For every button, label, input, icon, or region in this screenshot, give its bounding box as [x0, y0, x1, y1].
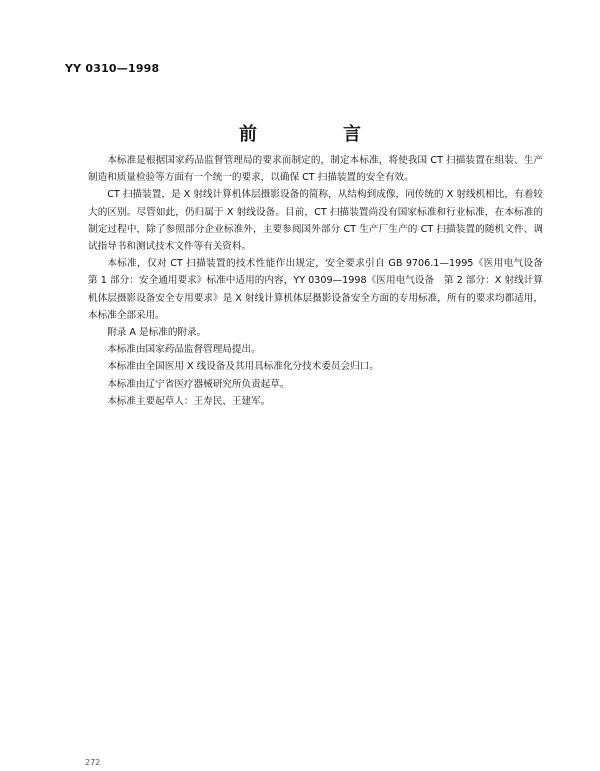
paragraph-purpose: 本标准是根据国家药品监督管理局的要求而制定的，制定本标准，将使我国 CT 扫描装置在组装、生产制造和质量检验等方面有一个统一的要求，以确保 CT 扫描装置的安全有效。 [88, 155, 543, 184]
standard-code: YY 0310—1998 [65, 62, 160, 75]
paragraph-ct-description: CT 扫描装置，是 X 射线计算机体层摄影设备的简称，从结构到成像，同传统的 X 射线机相比，有着较大的区别。尽管如此，仍归属于 X 射线设备。目前，CT 扫描装置尚没有国家标准和行业标准，在本标准的制定过程中，除了参照部分企业标准外，主要参阅国外部分 CT 生产厂生产的 CT 扫描装置的随机文件、调试指导书和测试技术文件等有关资料。 [88, 189, 543, 253]
page-number: 272 [85, 758, 101, 767]
paragraph-committee: 本标准由全国医用 X 线设备及其用具标准化分技术委员会归口。 [107, 361, 379, 373]
paragraph-appendix: 附录 A 是标准的附录。 [107, 327, 207, 339]
page-title: 前 言 [239, 124, 395, 145]
paragraph-drafters: 本标准主要起草人：王寿民、王建军。 [107, 395, 271, 407]
paragraph-proposer: 本标准由国家药品监督管理局提出。 [107, 344, 261, 356]
paragraph-scope: 本标准，仅对 CT 扫描装置的技术性能作出规定，安全要求引自 GB 9706.1—1995《医用电气设备 第 1 部分：安全通用要求》标准中适用的内容，YY 0309—1998《医用电气设备 第 2 部分：X 射线计算机体层摄影设备安全专用要求》是 X 射线计算机体层摄影设备安全方面的专用标准，所有的要求均都适用，本标准全部采用。 [88, 258, 553, 321]
foreword-body [88, 152, 553, 410]
paragraph-drafter-org: 本标准由辽宁省医疗器械研究所负责起草。 [107, 378, 290, 390]
